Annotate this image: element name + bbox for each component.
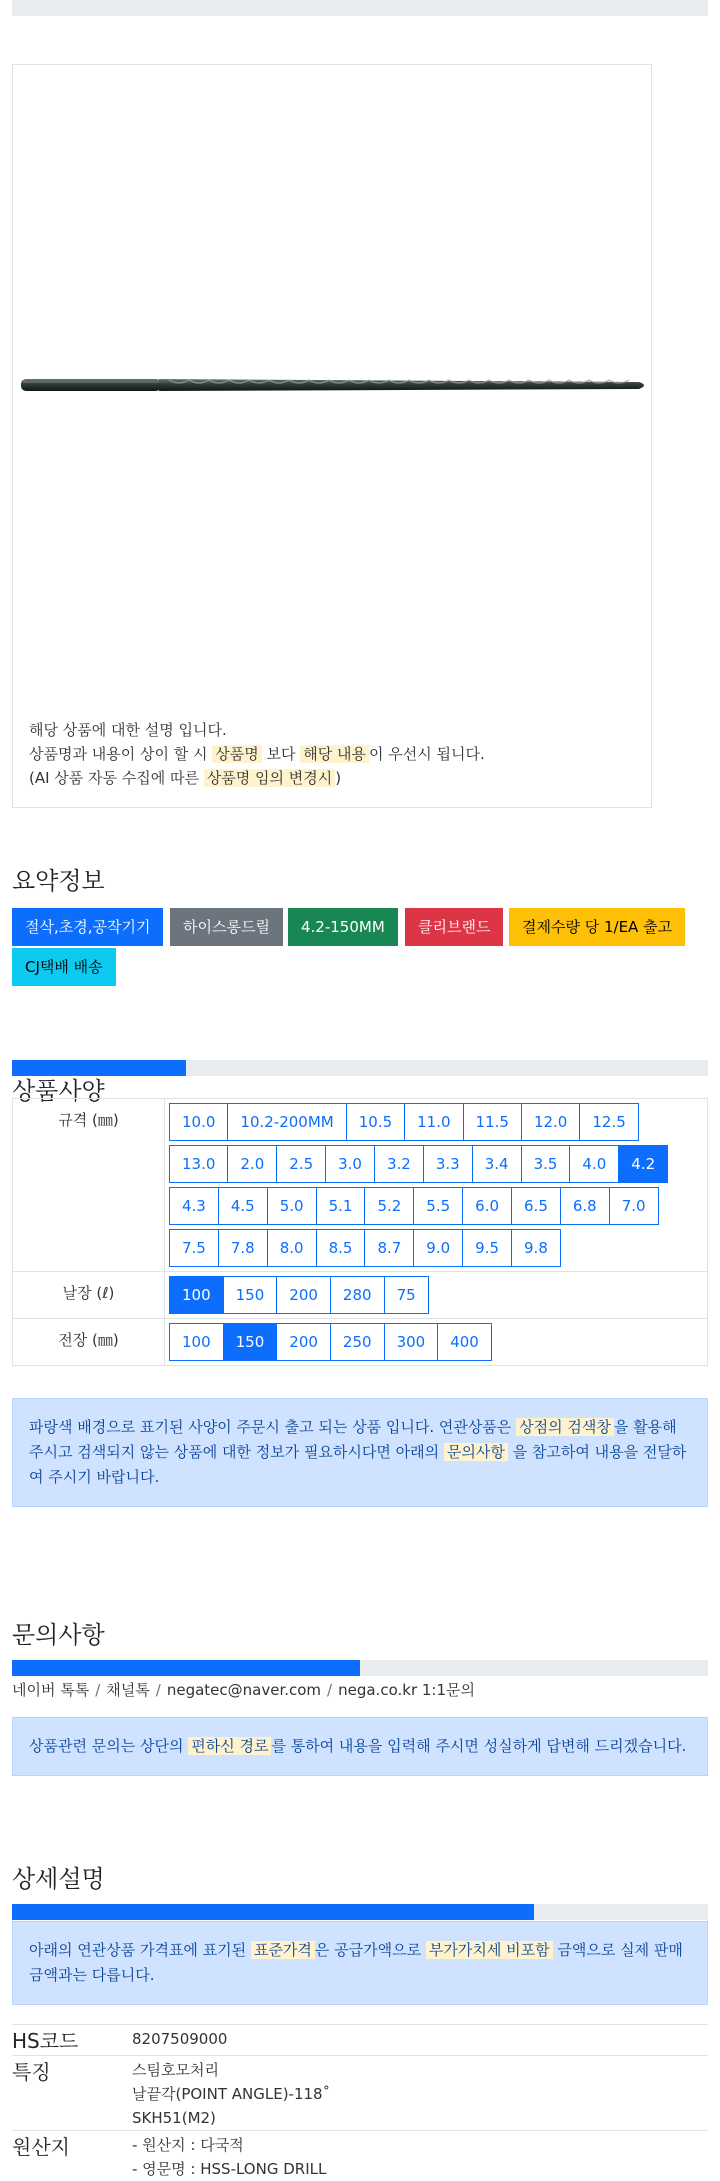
highlight-text: 문의사항 bbox=[444, 1443, 508, 1461]
info-row-features bbox=[12, 2055, 708, 2130]
spec-option-button[interactable]: 10.5 bbox=[346, 1103, 405, 1141]
badge-order-unit: 결제수량 당 1/EA 출고 bbox=[509, 908, 685, 946]
info-key: 원산지 bbox=[12, 2135, 70, 2159]
spec-option-button[interactable]: 400 bbox=[437, 1323, 492, 1361]
spec-option-button[interactable]: 12.5 bbox=[579, 1103, 638, 1141]
detail-progress-bar bbox=[12, 1904, 708, 1920]
summary-title: 요약정보 bbox=[12, 867, 105, 895]
info-row-origin bbox=[12, 2130, 708, 2181]
spec-option-button[interactable]: 300 bbox=[384, 1323, 439, 1361]
info-value: - 원산지 : 다국적 - 영문명 : HSS-LONG DRILL bbox=[132, 2136, 327, 2178]
contact-links bbox=[12, 1679, 475, 1700]
caption-line-1: 해당 상품에 대한 설명 입니다. bbox=[29, 721, 227, 739]
spec-option-button[interactable]: 10.0 bbox=[169, 1103, 228, 1141]
badge-brand: 클리브랜드 bbox=[405, 908, 503, 946]
detail-notice: 아래의 연관상품 가격표에 표기된 표준가격 은 공급가액으로 부가가치세 비포함 금액으로 실제 판매금액과는 다릅니다. bbox=[12, 1921, 708, 2005]
badge-category: 절삭,초경,공작기기 bbox=[12, 908, 163, 946]
badge-size-range: 4.2-150MM bbox=[288, 908, 398, 946]
highlight-text: 표준가격 bbox=[251, 1941, 315, 1959]
detail-progress-fill bbox=[12, 1904, 534, 1920]
detail-title: 상세설명 bbox=[12, 1865, 105, 1893]
spec-option-button[interactable]: 100 bbox=[169, 1276, 224, 1314]
spec-options bbox=[165, 1319, 708, 1366]
spec-label: 규격 (㎜) bbox=[13, 1099, 165, 1272]
spec-option-button[interactable]: 8.0 bbox=[267, 1229, 317, 1267]
spec-option-button[interactable]: 11.0 bbox=[404, 1103, 463, 1141]
spec-option-button[interactable]: 4.0 bbox=[569, 1145, 619, 1183]
spec-option-button[interactable]: 7.5 bbox=[169, 1229, 219, 1267]
spec-option-button[interactable]: 3.0 bbox=[325, 1145, 375, 1183]
spec-row-size bbox=[13, 1099, 708, 1272]
spec-option-button[interactable]: 3.3 bbox=[423, 1145, 473, 1183]
spec-option-button[interactable]: 5.5 bbox=[413, 1187, 463, 1225]
spec-option-button[interactable]: 280 bbox=[330, 1276, 385, 1314]
spec-option-button[interactable]: 8.7 bbox=[364, 1229, 414, 1267]
spec-table bbox=[12, 1098, 708, 1366]
spec-label: 전장 (㎜) bbox=[13, 1319, 165, 1366]
spec-progress-fill bbox=[12, 1060, 186, 1076]
spec-option-button[interactable]: 13.0 bbox=[169, 1145, 228, 1183]
spec-title: 상품사양 bbox=[12, 1077, 105, 1105]
option-row bbox=[169, 1145, 707, 1183]
inquiry-progress-fill bbox=[12, 1660, 360, 1676]
badge-product-type: 하이스롱드릴 bbox=[170, 908, 283, 946]
spec-option-button[interactable]: 250 bbox=[330, 1323, 385, 1361]
option-row bbox=[169, 1103, 707, 1141]
info-key: 특징 bbox=[12, 2060, 51, 2084]
info-row-hs-code bbox=[12, 2024, 708, 2055]
spec-option-button[interactable]: 75 bbox=[384, 1276, 429, 1314]
contact-email[interactable]: negatec@naver.com bbox=[166, 1681, 322, 1699]
contact-naver-talk[interactable]: 네이버 톡톡 bbox=[12, 1681, 90, 1699]
inquiry-progress-bar bbox=[12, 1660, 708, 1676]
badge-shipping: CJ택배 배송 bbox=[12, 948, 116, 986]
spec-option-button[interactable]: 6.5 bbox=[511, 1187, 561, 1225]
spec-option-button[interactable]: 100 bbox=[169, 1323, 224, 1361]
highlight-text: 부가가치세 비포함 bbox=[426, 1941, 553, 1959]
highlight-text: 편하신 경로 bbox=[188, 1737, 271, 1755]
highlight-text: 상품명 임의 변경시 bbox=[204, 769, 335, 787]
spec-option-button[interactable]: 9.0 bbox=[413, 1229, 463, 1267]
info-key: HS코드 bbox=[12, 2029, 79, 2053]
spec-option-button[interactable]: 3.5 bbox=[521, 1145, 571, 1183]
spec-option-button[interactable]: 7.0 bbox=[609, 1187, 659, 1225]
spec-options bbox=[165, 1272, 708, 1319]
spec-option-button[interactable]: 200 bbox=[276, 1323, 331, 1361]
spec-option-button[interactable]: 4.3 bbox=[169, 1187, 219, 1225]
spec-option-button[interactable]: 5.2 bbox=[364, 1187, 414, 1225]
spec-option-button[interactable]: 10.2-200MM bbox=[227, 1103, 346, 1141]
separator: / bbox=[95, 1681, 101, 1699]
spec-option-button[interactable]: 5.0 bbox=[267, 1187, 317, 1225]
spec-option-button[interactable]: 9.8 bbox=[511, 1229, 561, 1267]
separator: / bbox=[155, 1681, 161, 1699]
option-row bbox=[169, 1187, 707, 1225]
drill-product-image bbox=[19, 374, 649, 398]
highlight-text: 상점의 검색창 bbox=[516, 1418, 614, 1436]
spec-option-button[interactable]: 11.5 bbox=[463, 1103, 522, 1141]
spec-option-button[interactable]: 4.2 bbox=[618, 1145, 668, 1183]
spec-row-flute-length bbox=[13, 1272, 708, 1319]
option-row bbox=[169, 1323, 707, 1361]
separator: / bbox=[327, 1681, 333, 1699]
highlight-text: 상품명 bbox=[212, 745, 261, 763]
product-image-box bbox=[12, 64, 652, 808]
option-row bbox=[169, 1276, 707, 1314]
spec-option-button[interactable]: 6.0 bbox=[462, 1187, 512, 1225]
top-progress-bar bbox=[12, 0, 708, 16]
spec-option-button[interactable]: 7.8 bbox=[218, 1229, 268, 1267]
image-caption bbox=[29, 718, 485, 790]
spec-options bbox=[165, 1099, 708, 1272]
spec-label: 날장 (ℓ) bbox=[13, 1272, 165, 1319]
info-value: 8207509000 bbox=[132, 2030, 228, 2048]
spec-option-button[interactable]: 9.5 bbox=[462, 1229, 512, 1267]
caption-line-3: (AI 상품 자동 수집에 따른 상품명 임의 변경시 ) bbox=[29, 769, 342, 787]
spec-option-button[interactable]: 4.5 bbox=[218, 1187, 268, 1225]
spec-row-overall-length bbox=[13, 1319, 708, 1366]
spec-option-button[interactable]: 8.5 bbox=[316, 1229, 366, 1267]
spec-option-button[interactable]: 12.0 bbox=[521, 1103, 580, 1141]
spec-option-button[interactable]: 3.2 bbox=[374, 1145, 424, 1183]
inquiry-notice: 상품관련 문의는 상단의 편하신 경로 를 통하여 내용을 입력해 주시면 성실하게 답변해 드리겠습니다. bbox=[12, 1717, 708, 1776]
spec-option-button[interactable]: 3.4 bbox=[472, 1145, 522, 1183]
product-info-table bbox=[12, 2024, 708, 2181]
spec-option-button[interactable]: 150 bbox=[223, 1276, 278, 1314]
info-value: 스팀호모처리 날끝각(POINT ANGLE)-118˚ SKH51(M2) bbox=[132, 2061, 331, 2127]
inquiry-title: 문의사항 bbox=[12, 1621, 105, 1649]
contact-site-inquiry[interactable]: nega.co.kr 1:1문의 bbox=[338, 1681, 475, 1699]
spec-option-button[interactable]: 2.0 bbox=[227, 1145, 277, 1183]
spec-option-button[interactable]: 200 bbox=[276, 1276, 331, 1314]
spec-progress-bar bbox=[12, 1060, 708, 1076]
caption-line-2: 상품명과 내용이 상이 할 시 상품명 보다 해당 내용 이 우선시 됩니다. bbox=[29, 745, 485, 763]
spec-option-button[interactable]: 150 bbox=[223, 1323, 278, 1361]
spec-notice: 파랑색 배경으로 표기된 사양이 주문시 출고 되는 상품 입니다. 연관상품은 상점의 검색창 을 활용해 주시고 검색되지 않는 상품에 대한 정보가 필요하시다면 아래의 문의사항 을 참고하여 내용을 전달하여 주시기 바랍니다. bbox=[12, 1398, 708, 1507]
spec-option-button[interactable]: 6.8 bbox=[560, 1187, 610, 1225]
option-row bbox=[169, 1229, 707, 1267]
spec-option-button[interactable]: 5.1 bbox=[316, 1187, 366, 1225]
spec-option-button[interactable]: 2.5 bbox=[276, 1145, 326, 1183]
contact-channel-talk[interactable]: 채널톡 bbox=[106, 1681, 150, 1699]
highlight-text: 해당 내용 bbox=[300, 745, 369, 763]
